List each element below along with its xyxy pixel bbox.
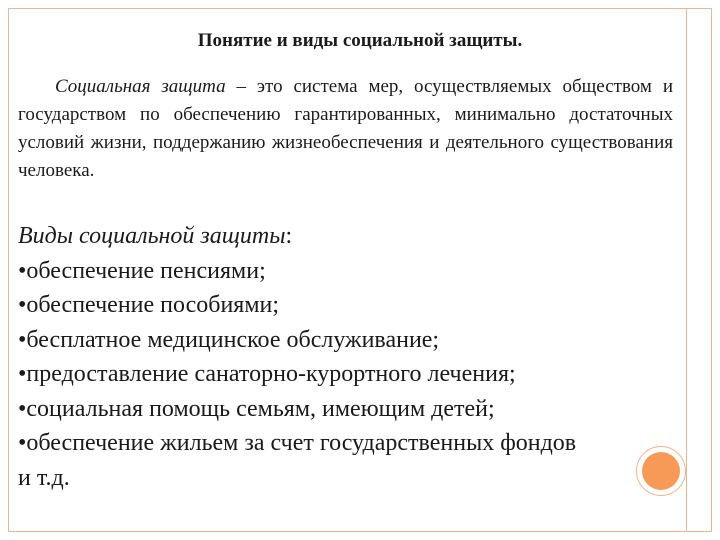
types-heading-suffix: : [285,223,293,249]
list-item: •обеспечение жильем за счет государственных фондов [18,430,577,456]
list-item: •бесплатное медицинское обслуживание; [18,326,440,353]
list-item: •обеспечение пособиями; [18,292,280,318]
definition-term: Социальная защита [55,76,226,97]
list-item: •социальная помощь семьям, имеющим детей; [18,395,495,422]
types-heading [18,219,678,254]
definition-paragraph [18,73,673,185]
list-item: •предоставление санаторно-курортного лечения; [18,361,516,387]
side-divider-line [686,8,687,532]
definition-text: – это система мер, осуществляемых обществом и государством по обеспечению гарантированных, минимально достаточных условий жизни, поддержанию жизнеобеспечения и деятельного существования человека. [18,76,674,181]
types-heading-term: Виды социальной защиты [18,223,286,249]
page-title: Понятие и виды социальной защиты. [197,30,523,51]
types-section [18,219,678,495]
list-item: •обеспечение пенсиями; [18,257,266,284]
list-ending: и т.д. [18,464,70,491]
